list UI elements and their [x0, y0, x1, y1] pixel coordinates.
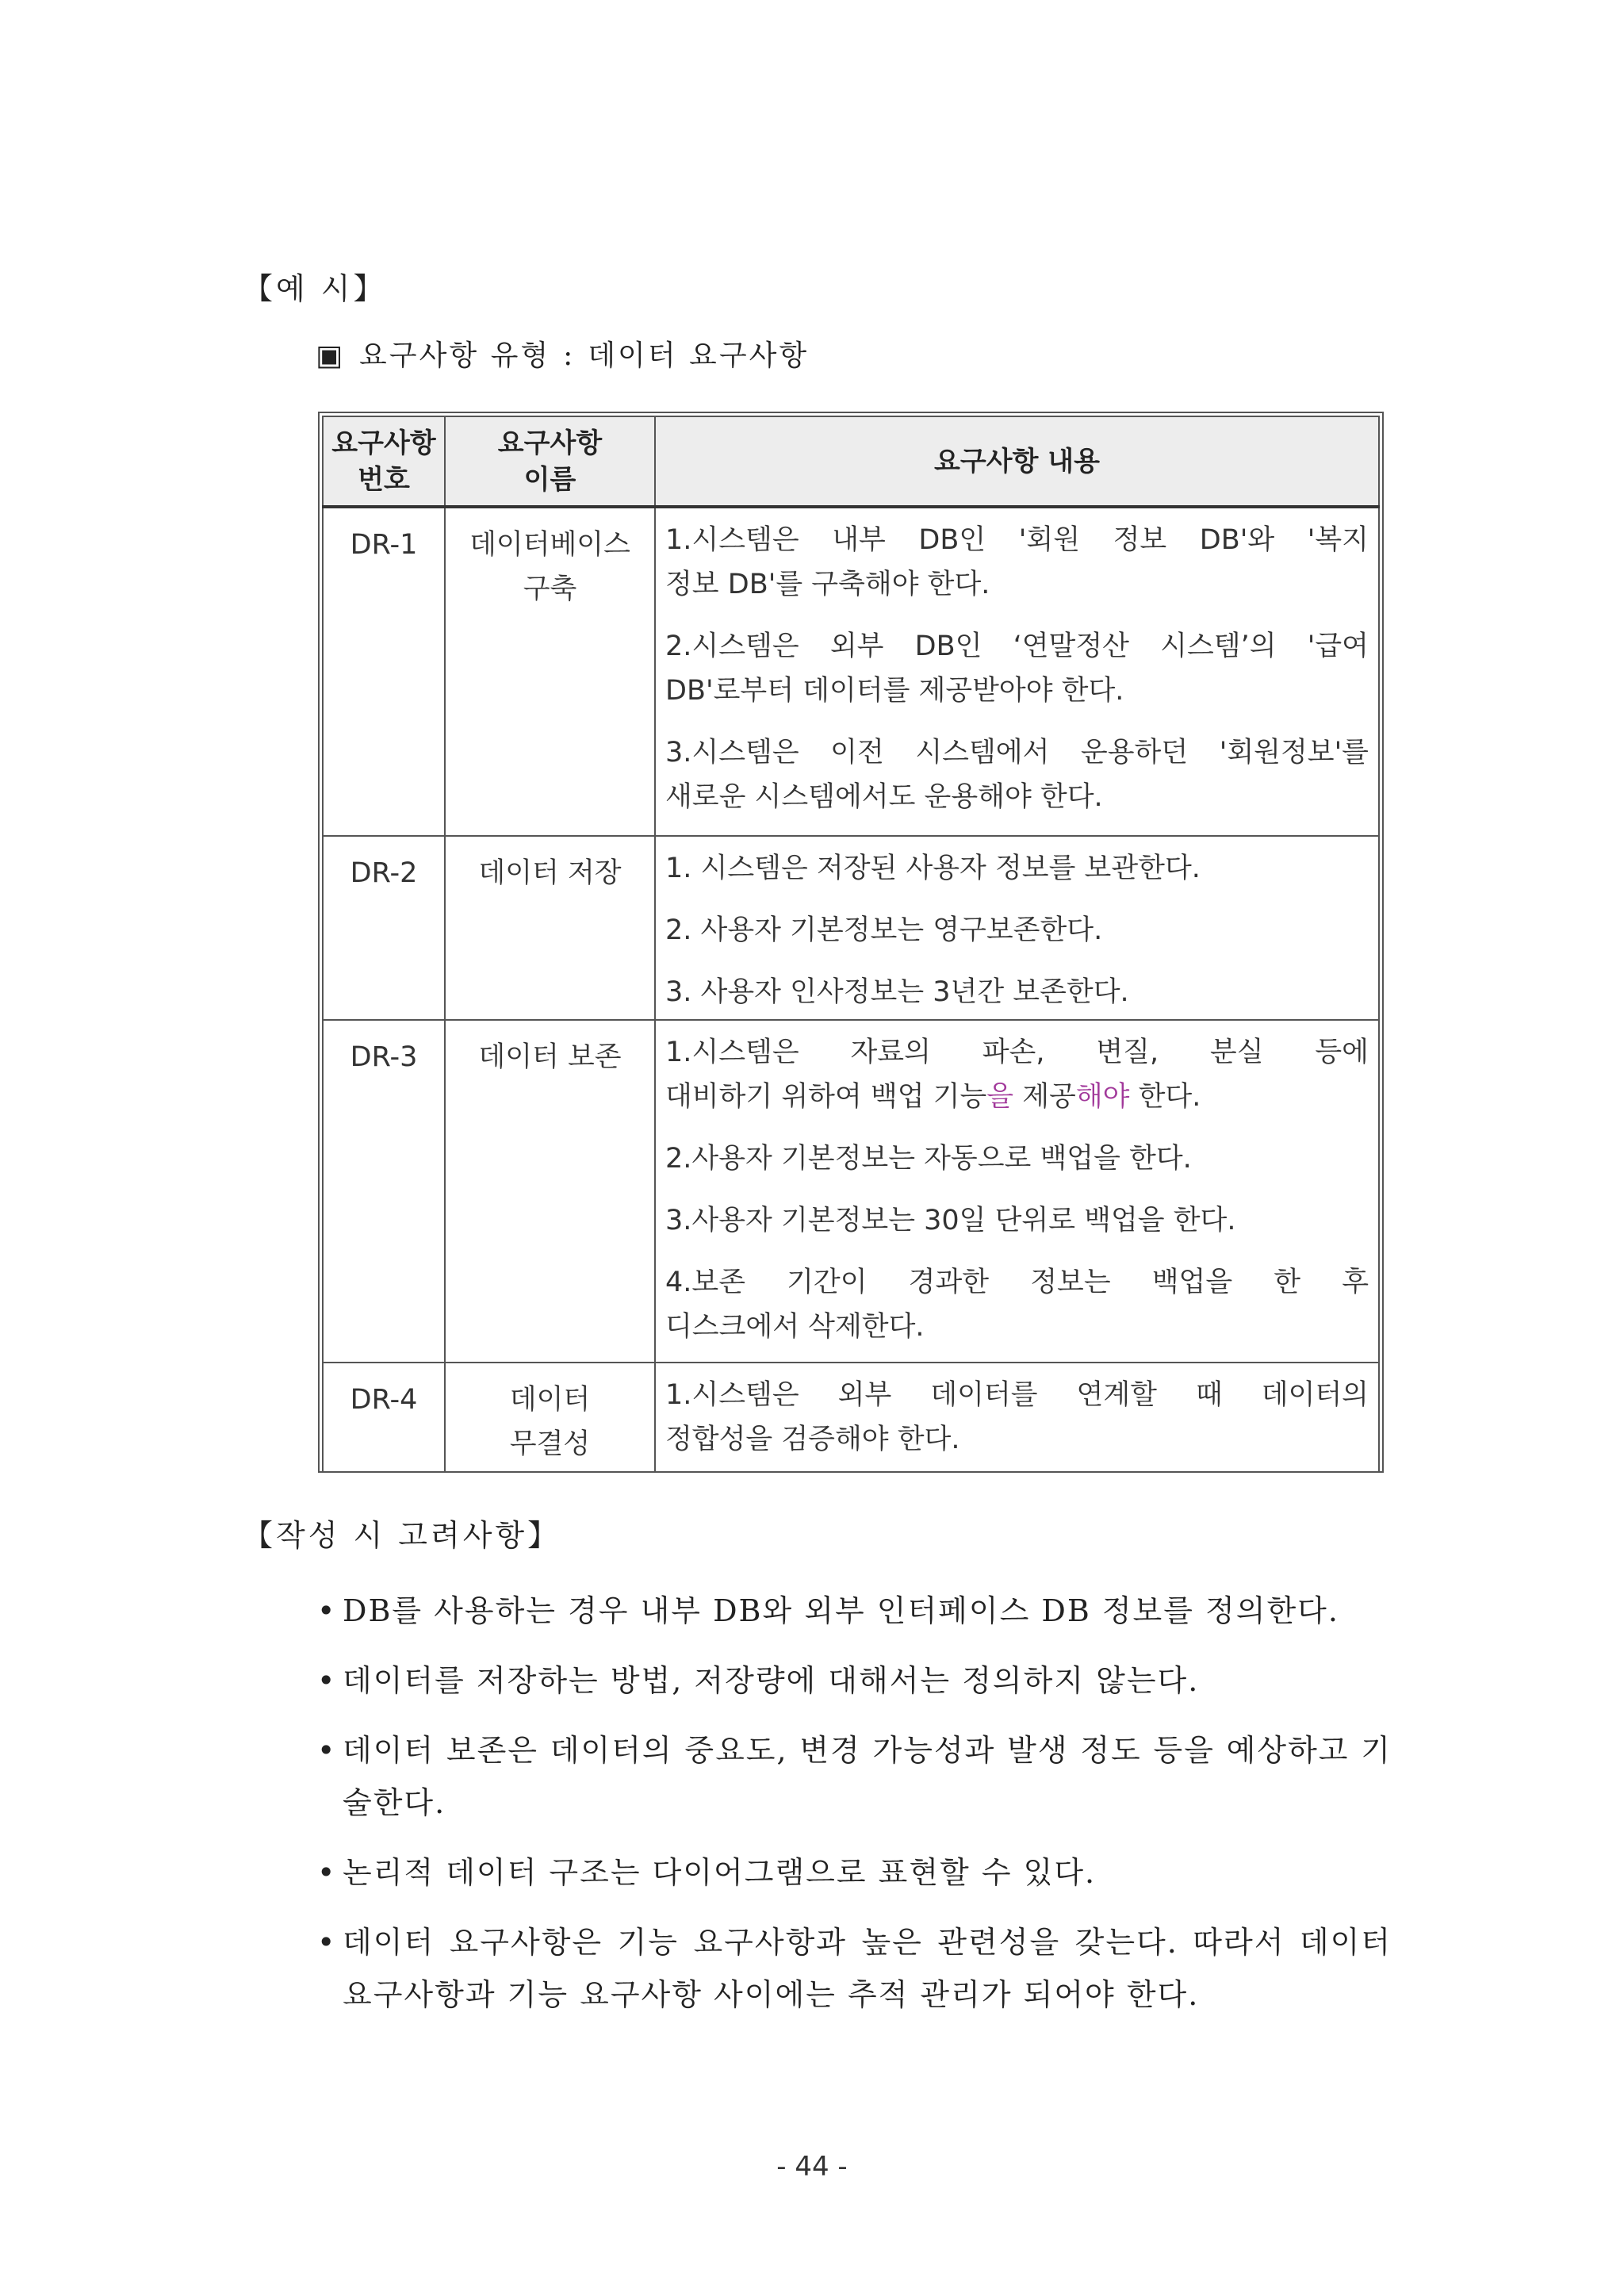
requirement-content: [655, 836, 1379, 1020]
page-number: - 44 -: [776, 2151, 848, 2183]
requirement-item: 3. 사용자 인사정보는 3년간 보존한다.: [665, 976, 1129, 1008]
bullet-icon: •: [317, 1593, 337, 1628]
requirement-name: 데이터 저장: [445, 836, 655, 1020]
requirement-item: 3.사용자 기본정보는 30일 단위로 백업을 한다.: [665, 1205, 1236, 1236]
highlighted-text: 해야: [1075, 1081, 1130, 1113]
requirement-name: 데이터 무결성: [445, 1363, 655, 1472]
requirement-item: 4.보존 기간이 경과한 정보는 백업을 한 후 디스크에서 삭제한다.: [665, 1267, 1369, 1343]
requirement-content: [655, 1020, 1379, 1363]
header-requirement-content: 요구사항 내용: [655, 416, 1379, 507]
list-item: • DB를 사용하는 경우 내부 DB와 외부 인터페이스 DB 정보를 정의한다.: [317, 1585, 1392, 1637]
requirement-type-value: 데이터 요구사항: [588, 339, 810, 372]
requirement-item: 1.시스템은 내부 DB인 '회원 정보 DB'와 '복지 정보 DB'를 구축해야 한다.: [665, 524, 1369, 600]
list-item: • 논리적 데이터 구조는 다이어그램으로 표현할 수 있다.: [317, 1846, 1392, 1899]
requirement-type-label: 요구사항 유형: [359, 339, 551, 372]
highlighted-text: 을: [986, 1081, 1014, 1113]
table-row: [323, 1020, 1379, 1363]
considerations-list: [317, 1585, 1392, 2038]
table-row: [323, 1363, 1379, 1472]
header-requirement-name: 요구사항 이름: [445, 416, 655, 507]
bullet-icon: •: [317, 1663, 337, 1698]
requirement-number: DR-3: [323, 1020, 445, 1363]
considerations-section-title: 【작성 시 고려사항】: [243, 1518, 561, 1553]
requirement-number: DR-1: [323, 507, 445, 836]
requirement-content: [655, 507, 1379, 836]
requirement-item: 2.사용자 기본정보는 자동으로 백업을 한다.: [665, 1143, 1192, 1175]
list-item: • 데이터를 저장하는 방법, 저장량에 대해서는 정의하지 않는다.: [317, 1654, 1392, 1707]
requirement-number: DR-2: [323, 836, 445, 1020]
requirement-type-line: [316, 333, 809, 374]
table-header-row: [323, 416, 1379, 507]
requirement-item: 2. 사용자 기본정보는 영구보존한다.: [665, 914, 1103, 946]
requirement-type-separator: :: [563, 339, 576, 372]
requirement-item: 3.시스템은 이전 시스템에서 운용하던 '회원정보'를 새로운 시스템에서도 운용해야 한다.: [665, 737, 1369, 813]
requirements-table-frame: [318, 412, 1384, 1473]
requirement-item: 2.시스템은 외부 DB인 ‘연말정산 시스템’의 '급여 DB'로부터 데이터를 제공받아야 한다.: [665, 631, 1369, 707]
requirements-table: [322, 416, 1380, 1473]
bullet-icon: •: [317, 1733, 337, 1768]
requirement-number: DR-4: [323, 1363, 445, 1472]
header-requirement-number: 요구사항 번호: [323, 416, 445, 507]
bullet-icon: •: [317, 1925, 337, 1960]
requirement-item: 1.시스템은 자료의 파손, 변질, 분실 등에 대비하기 위하여 백업 기능을 제공해야 한다.: [665, 1037, 1369, 1113]
requirement-name: 데이터베이스 구축: [445, 507, 655, 836]
requirement-item: 1.시스템은 외부 데이터를 연계할 때 데이터의 정합성을 검증해야 한다.: [665, 1379, 1369, 1455]
requirement-item: 1. 시스템은 저장된 사용자 정보를 보관한다.: [665, 853, 1201, 884]
table-row: [323, 836, 1379, 1020]
table-row: [323, 507, 1379, 836]
requirement-name: 데이터 보존: [445, 1020, 655, 1363]
bullet-icon: •: [317, 1855, 337, 1890]
requirement-content: [655, 1363, 1379, 1472]
list-item: • 데이터 요구사항은 기능 요구사항과 높은 관련성을 갖는다. 따라서 데이터 요구사항과 기능 요구사항 사이에는 추적 관리가 되어야 한다.: [317, 1916, 1392, 2021]
example-section-title: 【예 시】: [243, 271, 387, 306]
square-bullet-icon: ▣: [316, 339, 346, 372]
list-item: • 데이터 보존은 데이터의 중요도, 변경 가능성과 발생 정도 등을 예상하고 기술한다.: [317, 1724, 1392, 1829]
